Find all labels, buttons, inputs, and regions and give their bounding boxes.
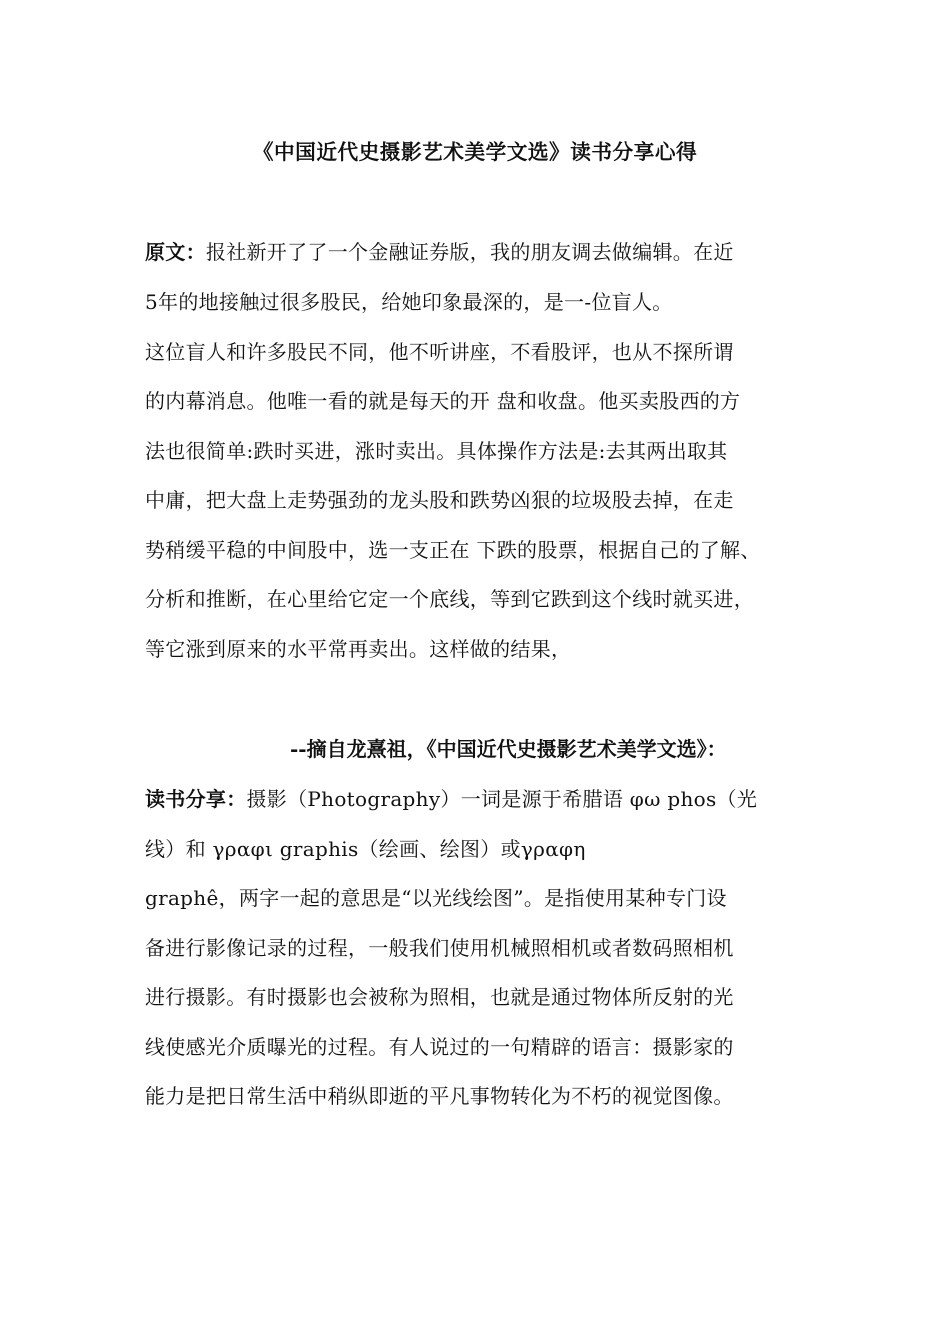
sharing-line-1: 读书分享：摄影（Photography）一词是源于希腊语 φω phos（光 bbox=[145, 787, 758, 811]
sharing-line-5: 进行摄影。有时摄影也会被称为照相，也就是通过物体所反射的光 bbox=[145, 985, 734, 1009]
sharing-line-3: graphê，两字一起的意思是“以光线绘图”。是指使用某种专门设 bbox=[145, 886, 727, 910]
document-title: 《中国近代史摄影艺术美学文选》读书分享心得 bbox=[252, 140, 698, 164]
sharing-line-4: 备进行影像记录的过程，一般我们使用机械照相机或者数码照相机 bbox=[145, 936, 734, 960]
original-line-1: 原文：报社新开了了一个金融证券版，我的朋友调去做编辑。在近 bbox=[145, 240, 734, 264]
original-line-7: 势稍缓平稳的中间股中，选一支正在 下跌的股票，根据自己的了解、 bbox=[145, 538, 761, 562]
original-line-4: 的内幕消息。他唯一看的就是每天的开 盘和收盘。他买卖股西的方 bbox=[145, 389, 741, 413]
sharing-line-6: 线使感光介质曝光的过程。有人说过的一句精辟的语言：摄影家的 bbox=[145, 1035, 734, 1059]
sharing-label: 读书分享： bbox=[145, 787, 247, 811]
sharing-line-7: 能力是把日常生活中稍纵即逝的平凡事物转化为不朽的视觉图像。 bbox=[145, 1084, 734, 1108]
original-line-8: 分析和推断，在心里给它定一个底线，等到它跌到这个线时就买进， bbox=[145, 587, 754, 611]
original-line-9: 等它涨到原来的水平常再卖出。这样做的结果， bbox=[145, 637, 572, 661]
original-line-3: 这位盲人和许多股民不同，他不听讲座，不看股评，也从不探所谓 bbox=[145, 340, 734, 364]
original-line-2: 5年的地接触过很多股民，给她印象最深的，是一-位盲人。 bbox=[145, 290, 673, 314]
original-line-6: 中庸，把大盘上走势强劲的龙头股和跌势凶狠的垃圾股去掉，在走 bbox=[145, 488, 734, 512]
original-label: 原文： bbox=[145, 240, 206, 264]
sharing-line-2: 线）和 γραφι graphis（绘画、绘图）或γραφη bbox=[145, 837, 586, 861]
original-line-5: 法也很简单:跌时买进，涨时卖出。具体操作方法是:去其两出取其 bbox=[145, 439, 728, 463]
source-attribution: --摘自龙熹祖，《中国近代史摄影艺术美学文选》： bbox=[290, 737, 727, 761]
